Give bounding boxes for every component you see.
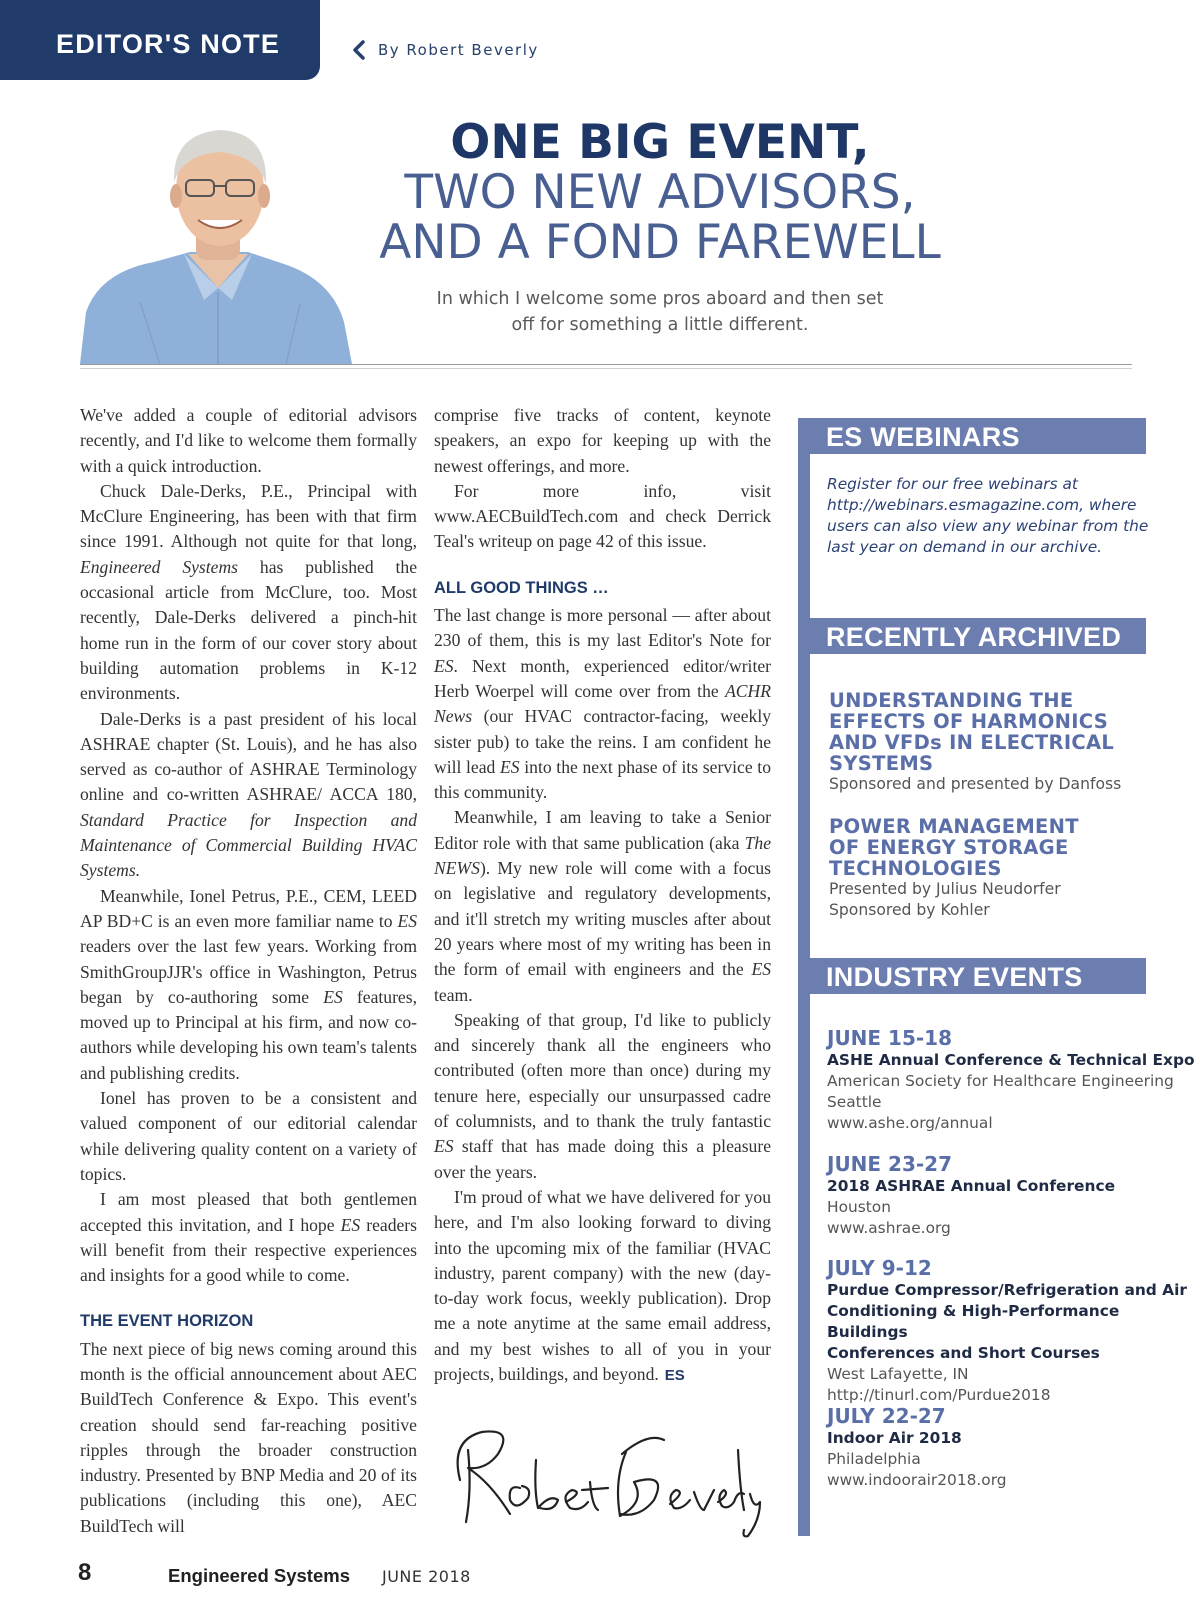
section-tab-label: EDITOR'S NOTE — [56, 29, 281, 59]
signature — [438, 1410, 768, 1540]
es-end-mark: ES — [664, 1366, 685, 1384]
publication-name: Engineered Systems — [168, 1565, 350, 1586]
byline-text: By Robert Beverly — [378, 41, 539, 59]
event-link[interactable]: www.indoorair2018.org — [827, 1471, 1007, 1489]
webinars-title: ES WEBINARS — [826, 422, 1020, 452]
chevron-left-icon — [352, 40, 366, 60]
section-tab — [0, 0, 320, 80]
event-date: JUNE 15-18 — [827, 1026, 953, 1050]
event-name: Indoor Air 2018 — [827, 1429, 962, 1447]
event-name: Conditioning & High-Performance Buildings — [827, 1302, 1120, 1341]
paragraph: Dale-Derks is a past president of his local ASHRAE chapter (St. Louis), and he has also served as co-author of ASHRAE Terminology online and co-written ASHRAE/ ACCA 180, Standard Practice for Inspection and Maintenance of Commercial Building HVAC Systems. — [80, 708, 417, 881]
event-date: JULY 9-12 — [827, 1256, 932, 1280]
paragraph: I am most pleased that both gentlemen accepted this invitation, and I hope ES readers will benefit from their respective experiences and insights for a good while to come. — [80, 1189, 418, 1286]
archived-item-sponsor: Sponsored by Kohler — [829, 901, 990, 919]
paragraph: For more info, visit www.AECBuildTech.com and check Derrick Teal's writeup on page 42 of this issue. — [434, 480, 771, 552]
paragraph: comprise five tracks of content, keynote speakers, an expo for keeping up with the newest offerings, and more. — [434, 405, 771, 476]
archived-item-title: POWER MANAGEMENT — [829, 815, 1079, 838]
headline-line-3: AND A FOND FAREWELL — [379, 215, 941, 270]
deck-line-1: In which I welcome some pros aboard and then set — [436, 289, 884, 309]
event-name: 2018 ASHRAE Annual Conference — [827, 1177, 1116, 1195]
archived-item-title: AND VFDs IN ELECTRICAL — [829, 731, 1115, 754]
paragraph: We've added a couple of editorial advisors recently, and I'd like to welcome them formally with a quick introduction. — [80, 405, 417, 476]
archived-item-title: UNDERSTANDING THE — [829, 689, 1074, 712]
issue-date: JUNE 2018 — [382, 1567, 471, 1586]
event-detail: Houston — [827, 1198, 891, 1216]
divider — [80, 364, 1132, 365]
events-header — [798, 958, 1146, 994]
archived-title: RECENTLY ARCHIVED — [826, 622, 1122, 652]
byline — [352, 40, 539, 60]
headline-line-2: TWO NEW ADVISORS, — [404, 165, 916, 220]
event-item — [827, 1026, 1195, 1134]
event-detail: American Society for Healthcare Engineering — [827, 1072, 1174, 1090]
paragraph: Chuck Dale-Derks, P.E., Principal with McClure Engineering, has been with that firm since 1991. Although not quite for that long, Engineered Systems has published the occasional article from McClure, too. Most recently, Dale-Derks delivered a pinch-hit home run in the form of our cover story about building automation problems in K-12 environments. — [80, 480, 418, 704]
event-item — [827, 1404, 1007, 1491]
paragraph: Meanwhile, I am leaving to take a Senior Editor role with that same publication (aka The NEWS). My new role will come with a focus on legislative and regulatory developments, and it'll stretch my writing muscles after about 20 years where most of my writing has been in the form of email with engineers and the ES team. — [434, 807, 771, 1005]
page-number: 8 — [78, 1559, 92, 1586]
paragraph: Meanwhile, Ionel Petrus, P.E., CEM, LEED AP BD+C is an even more familiar name to ES readers over the last few years. Working from SmithGroupJJR's office in Washington, Petrus began by co-authoring some ES features, moved up to Principal at his firm, and now co-authors while developing his own team's talents and publishing credits. — [80, 885, 417, 1083]
event-name: Conferences and Short Courses — [827, 1344, 1100, 1362]
paragraph: The next piece of big news coming around this month is the official announcement about AEC BuildTech Conference & Expo. This event's creation should send far-reaching positive ripples through the broader construction industry. Presented by BNP Media and 20 of its publications (including this one), AEC BuildTech will — [80, 1338, 417, 1536]
event-link[interactable]: www.ashrae.org — [827, 1219, 951, 1237]
article-column-2 — [434, 403, 771, 1388]
event-link[interactable]: www.ashe.org/annual — [827, 1114, 993, 1132]
headline-line-1: ONE BIG EVENT, — [450, 115, 870, 170]
event-date: JUNE 23-27 — [827, 1152, 953, 1176]
webinars-header — [798, 418, 1146, 454]
event-item — [827, 1152, 1115, 1239]
subhead-all-good-things: ALL GOOD THINGS … — [434, 578, 609, 597]
archived-item-title: TECHNOLOGIES — [829, 857, 1002, 880]
archived-item-title: SYSTEMS — [829, 752, 934, 775]
paragraph: I'm proud of what we have delivered for you here, and I'm also looking forward to diving into the upcoming mix of the familiar (HVAC industry, parent company) with the new (day-to-day work focus, weekly publication). Drop me a note anytime at the same email address, and my best wishes to all of you in your projects, buildings, and beyond. ES — [434, 1186, 771, 1384]
article-column-1 — [80, 403, 417, 1539]
author-photo — [80, 112, 356, 364]
archived-header — [798, 618, 1146, 654]
event-detail: Seattle — [827, 1093, 882, 1111]
event-detail: Philadelphia — [827, 1450, 921, 1468]
archived-item-sponsor: Sponsored and presented by Danfoss — [829, 775, 1122, 793]
archived-item-presenter: Presented by Julius Neudorfer — [829, 880, 1061, 898]
archived-item-title: EFFECTS OF HARMONICS — [829, 710, 1109, 733]
event-date: JULY 22-27 — [827, 1404, 946, 1428]
paragraph: Speaking of that group, I'd like to publicly and sincerely thank all the engineers who contributed (often more than once) during my tenure here, especially our unsurpassed cadre of columnists, and to thank the truly fantastic ES staff that has made doing this a pleasure over the years. — [434, 1009, 771, 1182]
archived-item[interactable] — [829, 690, 1121, 795]
paragraph: Ionel has proven to be a consistent and valued component of our editorial calendar while delivering quality content on a variety of topics. — [80, 1088, 417, 1184]
divider-secondary — [80, 368, 1132, 369]
event-detail: West Lafayette, IN — [827, 1365, 969, 1383]
event-name: ASHE Annual Conference & Technical Expo — [827, 1051, 1195, 1069]
archived-item[interactable] — [829, 816, 1079, 921]
deck-line-2: off for something a little different. — [511, 315, 809, 335]
deck — [430, 286, 890, 338]
event-item — [827, 1256, 1200, 1406]
paragraph: The last change is more personal — after about 230 of them, this is my last Editor's Note for ES. Next month, experienced editor/writer Herb Woerpel will come over from the ACHR News (our HVAC contractor-facing, weekly sister pub) to take the reins. I am confident he will lead ES into the next phase of its service to this community. — [434, 605, 771, 803]
events-title: INDUSTRY EVENTS — [826, 962, 1083, 992]
event-link[interactable]: http://tinurl.com/Purdue2018 — [827, 1386, 1051, 1404]
event-name: Purdue Compressor/Refrigeration and Air — [827, 1281, 1187, 1299]
headline — [340, 115, 980, 270]
archived-item-title: OF ENERGY STORAGE — [829, 836, 1069, 859]
webinars-text: Register for our free webinars at http://webinars.esmagazine.com, where users can also view any webinar from the last year on demand in our archive. — [827, 475, 1149, 556]
subhead-event-horizon: THE EVENT HORIZON — [80, 1312, 254, 1331]
